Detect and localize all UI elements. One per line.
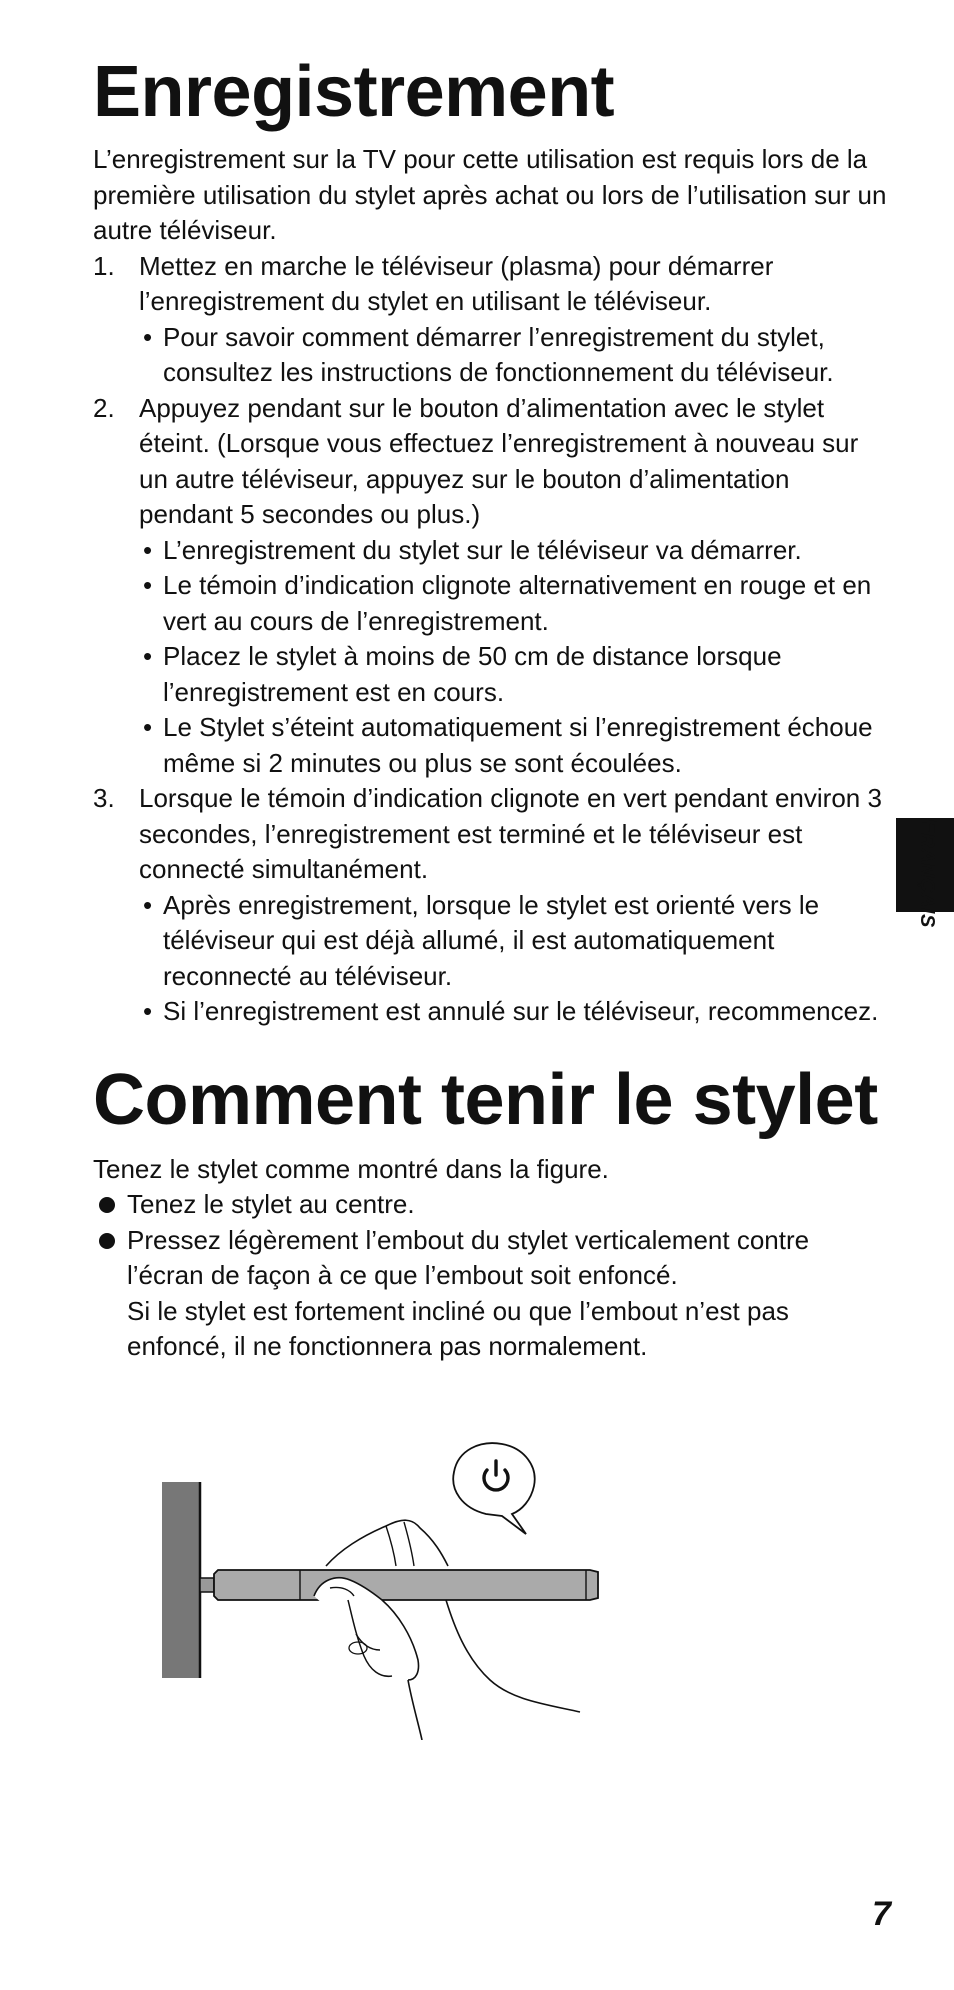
page-number: 7: [872, 1895, 891, 1933]
step-bullet: • Si l’enregistrement est annulé sur le téléviseur, recommencez.: [139, 994, 888, 1030]
step-text: Appuyez pendant sur le bouton d’alimentation avec le stylet éteint. (Lorsque vous effectuez l’enregistrement à nouveau sur un autre téléviseur, appuyez sur le bouton d’alimentation pendant 5 secondes ou plus.): [139, 392, 859, 529]
step-3: [93, 781, 888, 1030]
registration-steps: [93, 249, 888, 1030]
step-number: 3.: [93, 783, 115, 813]
step-bullet: • Le témoin d’indication clignote alternativement en rouge et en vert au cours de l’enregistrement.: [139, 568, 888, 639]
side-label-rest: RANÇAIS: [916, 833, 938, 928]
section-title-holding: Comment tenir le stylet: [93, 1059, 878, 1140]
step-1: [93, 249, 888, 391]
step-bullet: • Après enregistrement, lorsque le stylet est orienté vers le téléviseur qui est déjà allumé, il est automatiquement reconnecté au téléviseur.: [139, 888, 888, 995]
bullet-dot-icon: [99, 1233, 115, 1249]
step-bullet: • Placez le stylet à moins de 50 cm de distance lorsque l’enregistrement est en cours.: [139, 639, 888, 710]
holding-item-text: Tenez le stylet au centre.: [127, 1189, 415, 1219]
tv-screen: [162, 1482, 200, 1678]
step-bullets: [139, 888, 888, 1030]
holding-item: [93, 1223, 888, 1365]
step-bullet: • L’enregistrement du stylet sur le téléviseur va démarrer.: [139, 533, 888, 569]
step-bullet: • Pour savoir comment démarrer l’enregistrement du stylet, consultez les instructions de fonctionnement du téléviseur.: [139, 320, 888, 391]
step-bullet: • Le Stylet s’éteint automatiquement si l’enregistrement échoue même si 2 minutes ou plus se sont écoulées.: [139, 710, 888, 781]
stylus-holding-illustration: [150, 1440, 670, 1740]
step-text: Mettez en marche le téléviseur (plasma) pour démarrer l’enregistrement du stylet en utilisant le téléviseur.: [139, 250, 774, 316]
holding-instructions: [93, 1187, 888, 1365]
holding-note: Si le stylet est fortement incliné ou que l’embout n’est pas enfoncé, il ne fonctionnera pas normalement.: [127, 1295, 789, 1361]
step-2: [93, 391, 888, 782]
side-label-initial: F: [915, 818, 942, 834]
step-number: 2.: [93, 392, 115, 423]
step-bullets: [139, 533, 888, 782]
registration-intro: L’enregistrement sur la TV pour cette utilisation est requis lors de la première utilisation du stylet après achat ou lors de l’utilisation sur un autre téléviseur.: [93, 144, 887, 245]
step-number: 1.: [93, 250, 115, 281]
page-content: [93, 50, 888, 1365]
power-callout: [453, 1443, 534, 1534]
bullet-dot-icon: [99, 1197, 115, 1213]
step-text: Lorsque le témoin d’indication clignote en vert pendant environ 3 secondes, l’enregistrement est terminé et le téléviseur est connecté simultanément.: [139, 783, 882, 884]
stylus: [200, 1570, 598, 1600]
step-bullets: [139, 320, 888, 391]
holding-intro: Tenez le stylet comme montré dans la figure.: [93, 1153, 609, 1184]
holding-item-text: Pressez légèrement l’embout du stylet verticalement contre l’écran de façon à ce que l’embout soit enfoncé.: [127, 1224, 810, 1290]
holding-item: [93, 1187, 888, 1223]
section-title-registration: Enregistrement: [93, 52, 615, 132]
language-side-label: [914, 818, 942, 928]
